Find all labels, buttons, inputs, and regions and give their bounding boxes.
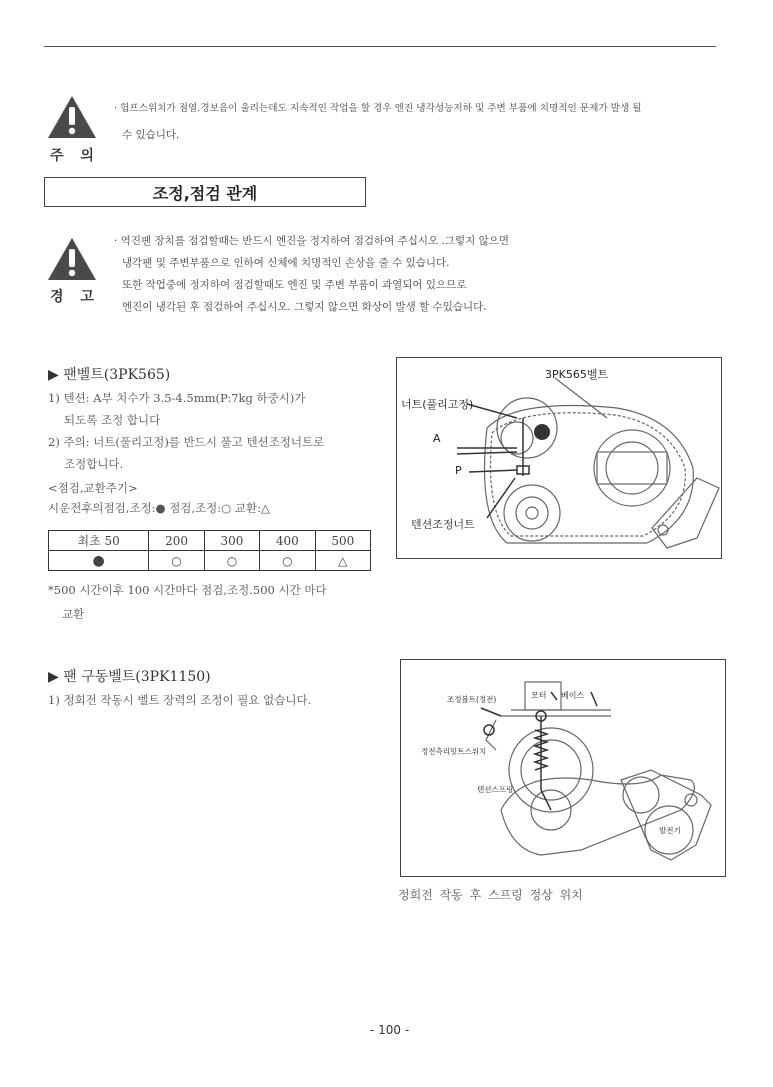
caution-text-2: 수 있습니다.	[122, 129, 180, 141]
table-header-cell: 300	[204, 531, 259, 551]
fig2-caption: 정회전 작동 후 스프링 정상 위치	[398, 888, 583, 902]
maintenance-table	[48, 530, 371, 571]
table-header-cell: 500	[315, 531, 370, 551]
fig1-label-tension-nut: 텐션조정너트	[411, 518, 475, 531]
page-number: - 100 -	[370, 1023, 410, 1037]
warning-line-3: 또한 작업중에 정지하여 점검할때도 엔진 및 주변 부품이 과열되어 있으므로	[122, 279, 467, 291]
fig1-label-a: A	[433, 432, 441, 445]
table-header-cell: 200	[149, 531, 204, 551]
fig2-label-bolt: 조정볼트(정전)	[447, 695, 497, 704]
fan-belt-line-5: <점검,교환주기>	[48, 481, 138, 495]
table-mark-cell: ○	[260, 551, 315, 571]
warning-label: 경 고	[50, 289, 100, 305]
caution-text-1: · 험프스위치가 점열.경보음이 울리는데도 지속적인 작업을 할 경우 엔진 냉각성능저하 및 주변 부품에 치명적인 문제가 발생 될	[114, 103, 642, 114]
fig1-label-belt: 3PK565벨트	[545, 368, 609, 381]
section-title: 조정,점검 관계	[44, 177, 366, 207]
fig2-label-motor: 모터	[531, 691, 547, 700]
fan-belt-line-1: 1) 텐션: A부 치수가 3.5-4.5mm(P:7kg 하중시)가	[48, 391, 306, 405]
fan-belt-figure	[396, 357, 722, 559]
fan-belt-note-1: *500 시간이후 100 시간마다 점검,조정.500 시간 마다	[48, 583, 327, 597]
caution-icon	[46, 94, 98, 144]
table-mark-cell: ●	[49, 551, 149, 571]
fig2-label-spring: 텐션스프링	[477, 785, 514, 794]
fan-belt-line-2: 되도록 조정 합니다	[64, 413, 161, 427]
drive-belt-heading: ▶ 팬 구동벨트(3PK1150)	[48, 669, 211, 685]
warning-icon	[46, 236, 98, 286]
fig2-label-base: 베이스	[561, 691, 585, 700]
table-row	[49, 531, 371, 551]
drive-belt-line-1: 1) 정회전 작동시 벨트 장력의 조정이 필요 없습니다.	[48, 693, 312, 707]
top-rule	[44, 46, 716, 47]
warning-line-1: · 역진팬 장치를 점검할때는 반드시 엔진을 정지하여 점검하여 주십시오 .그렇지 않으면	[114, 235, 510, 247]
table-mark-cell: ○	[149, 551, 204, 571]
fig2-label-generator: 발전기	[659, 826, 681, 835]
fig1-label-p: P	[455, 464, 462, 477]
table-row	[49, 551, 371, 571]
fan-belt-line-6: 시운전후의점검,조정:● 점검,조정:○ 교환:△	[48, 501, 270, 515]
fan-belt-heading: ▶ 팬벨트(3PK565)	[48, 367, 171, 383]
fan-belt-note-2: 교환	[62, 607, 85, 621]
drive-belt-figure	[400, 659, 726, 877]
fan-belt-line-4: 조정합니다.	[64, 457, 124, 471]
table-header-cell: 400	[260, 531, 315, 551]
warning-line-2: 냉각팬 및 주변부품으로 인하여 신체에 치명적인 손상을 줄 수 있습니다.	[122, 257, 450, 269]
caution-label: 주 의	[50, 148, 100, 164]
fan-belt-line-3: 2) 주의: 너트(풀리고정)를 반드시 풀고 텐션조정너트로	[48, 435, 325, 449]
table-mark-cell: ○	[204, 551, 259, 571]
warning-line-4: 엔진이 냉각된 후 점검하여 주십시오. 그렇지 않으면 화상이 발생 할 수있습니다.	[122, 301, 487, 313]
fig1-label-nut: 너트(풀리고정)	[401, 398, 474, 411]
table-header-cell: 최초 50	[49, 531, 149, 551]
fig2-label-limit: 정전측리밋트스위치	[421, 747, 487, 756]
table-mark-cell: △	[315, 551, 370, 571]
